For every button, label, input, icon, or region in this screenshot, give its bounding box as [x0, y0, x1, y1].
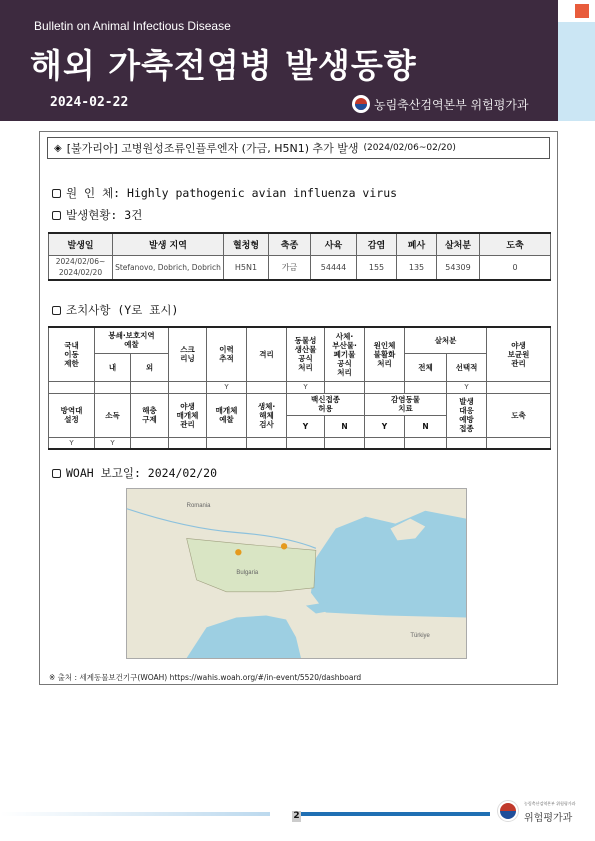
measure-cell [131, 381, 169, 393]
measure-cell: Y [49, 437, 95, 449]
header-banner [0, 0, 558, 121]
h-trace: 이력 추적 [207, 327, 247, 381]
h-slaughter: 도축 [487, 393, 551, 437]
measure-cell [247, 437, 287, 449]
h-screening: 스크 리닝 [169, 327, 207, 381]
measure-cell [169, 381, 207, 393]
table-row [49, 381, 551, 393]
outbreak-map[interactable] [126, 488, 467, 659]
h-inactivation: 원인체 불활화 처리 [365, 327, 405, 381]
col-header: 도축 [480, 233, 551, 255]
col-header: 발생일 [49, 233, 113, 255]
h-treat-n: N [405, 415, 447, 437]
measure-cell [131, 437, 169, 449]
status-text: 발생현황: 3건 [66, 208, 143, 222]
outbreak-marker[interactable] [235, 549, 241, 555]
measure-cell [207, 437, 247, 449]
measure-cell [169, 437, 207, 449]
cell-susceptible: 54444 [311, 255, 357, 280]
h-treatment: 감염동물 치료 [365, 393, 447, 415]
h-zoning: 방역대 설정 [49, 393, 95, 437]
h-carcass: 사체· 부산물· 폐기물 공식 처리 [325, 327, 365, 381]
cell-species: 가금 [269, 255, 311, 280]
h-wildlife: 야생 보균원 관리 [487, 327, 551, 381]
header-side-decoration [558, 0, 595, 121]
measure-cell [405, 437, 447, 449]
measure-cell [95, 381, 131, 393]
cell-culled: 54309 [437, 255, 480, 280]
h-live-test: 생체· 해체 검사 [247, 393, 287, 437]
h-wild-surveillance: 야생 매개체 관리 [169, 393, 207, 437]
cell-cases: 155 [357, 255, 397, 280]
issue-date: 2024-02-22 [50, 95, 129, 110]
page-number: 2 [293, 811, 300, 821]
table-row [49, 255, 551, 280]
h-quarantine: 격리 [247, 327, 287, 381]
measure-cell [247, 381, 287, 393]
measure-cell [49, 381, 95, 393]
h-cull-selective: 선택적 [447, 353, 487, 381]
col-header: 폐사 [397, 233, 437, 255]
h-vacc-y: Y [287, 415, 325, 437]
woah-report-text: WOAH 보고일: 2024/02/20 [66, 466, 218, 480]
h-vaccination: 백신접종 허용 [287, 393, 365, 415]
checkbox-icon [52, 211, 61, 220]
col-header: 살처분 [437, 233, 480, 255]
measure-cell [365, 381, 405, 393]
label-romania: Romania [186, 502, 211, 509]
col-header: 축종 [269, 233, 311, 255]
measures-title: 조치사항 (Y로 표시) [66, 303, 179, 317]
h-vector: 해충 구제 [131, 393, 169, 437]
measure-cell [365, 437, 405, 449]
h-zone-in: 내 [95, 353, 131, 381]
footer-org: 농림축산검역본부 위험평가과 [524, 801, 576, 806]
diamond-bullet-icon: ◈ [54, 142, 62, 154]
section-title: [불가리아] 고병원성조류인플루엔자 (가금, H5N1) 추가 발생 [66, 142, 359, 155]
table-row [49, 437, 551, 449]
label-bulgaria: Bulgaria [236, 570, 259, 576]
h-culling: 살처분 [405, 327, 487, 353]
agency-logo-icon [352, 95, 370, 113]
outbreak-marker[interactable] [281, 543, 287, 549]
cell-slaughtered: 0 [480, 255, 551, 280]
agency-name: 농림축산검역본부 위험평가과 [374, 97, 529, 112]
h-animal-products: 동물성 생산물 공식 처리 [287, 327, 325, 381]
footer-dept: 위험평가과 [524, 813, 573, 824]
measure-cell: Y [95, 437, 131, 449]
cell-deaths: 135 [397, 255, 437, 280]
pathogen-line [52, 185, 397, 201]
h-prevention: 발생 대응 예방 접종 [447, 393, 487, 437]
h-disinfection: 소독 [95, 393, 131, 437]
checkbox-icon [52, 306, 61, 315]
h-zone-out: 외 [131, 353, 169, 381]
pathogen-text: 원 인 체: Highly pathogenic avian influenza virus [66, 186, 398, 200]
woah-report-line [52, 465, 217, 481]
section-date-range: (2024/02/06~02/20) [363, 143, 456, 153]
measure-cell [405, 381, 447, 393]
measure-cell [287, 437, 325, 449]
label-turkiye: Türkiye [410, 633, 430, 640]
measure-cell [447, 437, 487, 449]
measures-table [48, 326, 551, 450]
agency-logo-icon [497, 800, 519, 822]
cell-region: Stefanovo, Dobrich, Dobrich [113, 255, 224, 280]
footer-bar [0, 812, 490, 816]
accent-square-icon [575, 4, 589, 18]
source-note: ※ 출처 : 세계동물보건기구(WOAH) https://wahis.woah.org/#/in-event/5520/dashboard [49, 673, 362, 682]
col-header: 사육 [311, 233, 357, 255]
measure-cell: Y [207, 381, 247, 393]
outbreak-table [48, 232, 551, 281]
h-vacc-n: N [325, 415, 365, 437]
status-line [52, 207, 142, 223]
h-vector-surveillance: 매개체 예찰 [207, 393, 247, 437]
h-zone: 봉쇄·보호지역 예찰 [95, 327, 169, 353]
measure-cell [487, 381, 551, 393]
measure-cell: Y [287, 381, 325, 393]
h-cull-all: 전체 [405, 353, 447, 381]
measure-cell [325, 437, 365, 449]
h-treat-y: Y [365, 415, 405, 437]
map-graphic [127, 489, 466, 658]
cell-date: 2024/02/06~ 2024/02/20 [49, 255, 113, 280]
col-header: 감염 [357, 233, 397, 255]
agency-block [352, 94, 529, 114]
col-header: 혈청형 [224, 233, 269, 255]
measure-cell [487, 437, 551, 449]
checkbox-icon [52, 469, 61, 478]
h-domestic: 국내 이동 제한 [49, 327, 95, 381]
section-title-bar [47, 137, 550, 159]
measure-cell [325, 381, 365, 393]
measure-cell: Y [447, 381, 487, 393]
col-header: 발생 지역 [113, 233, 224, 255]
bulletin-subtitle: Bulletin on Animal Infectious Disease [34, 19, 231, 33]
measures-title-line [52, 302, 178, 318]
checkbox-icon [52, 189, 61, 198]
page-title: 해외 가축전염병 발생동향 [30, 46, 417, 85]
cell-serotype: H5N1 [224, 255, 269, 280]
